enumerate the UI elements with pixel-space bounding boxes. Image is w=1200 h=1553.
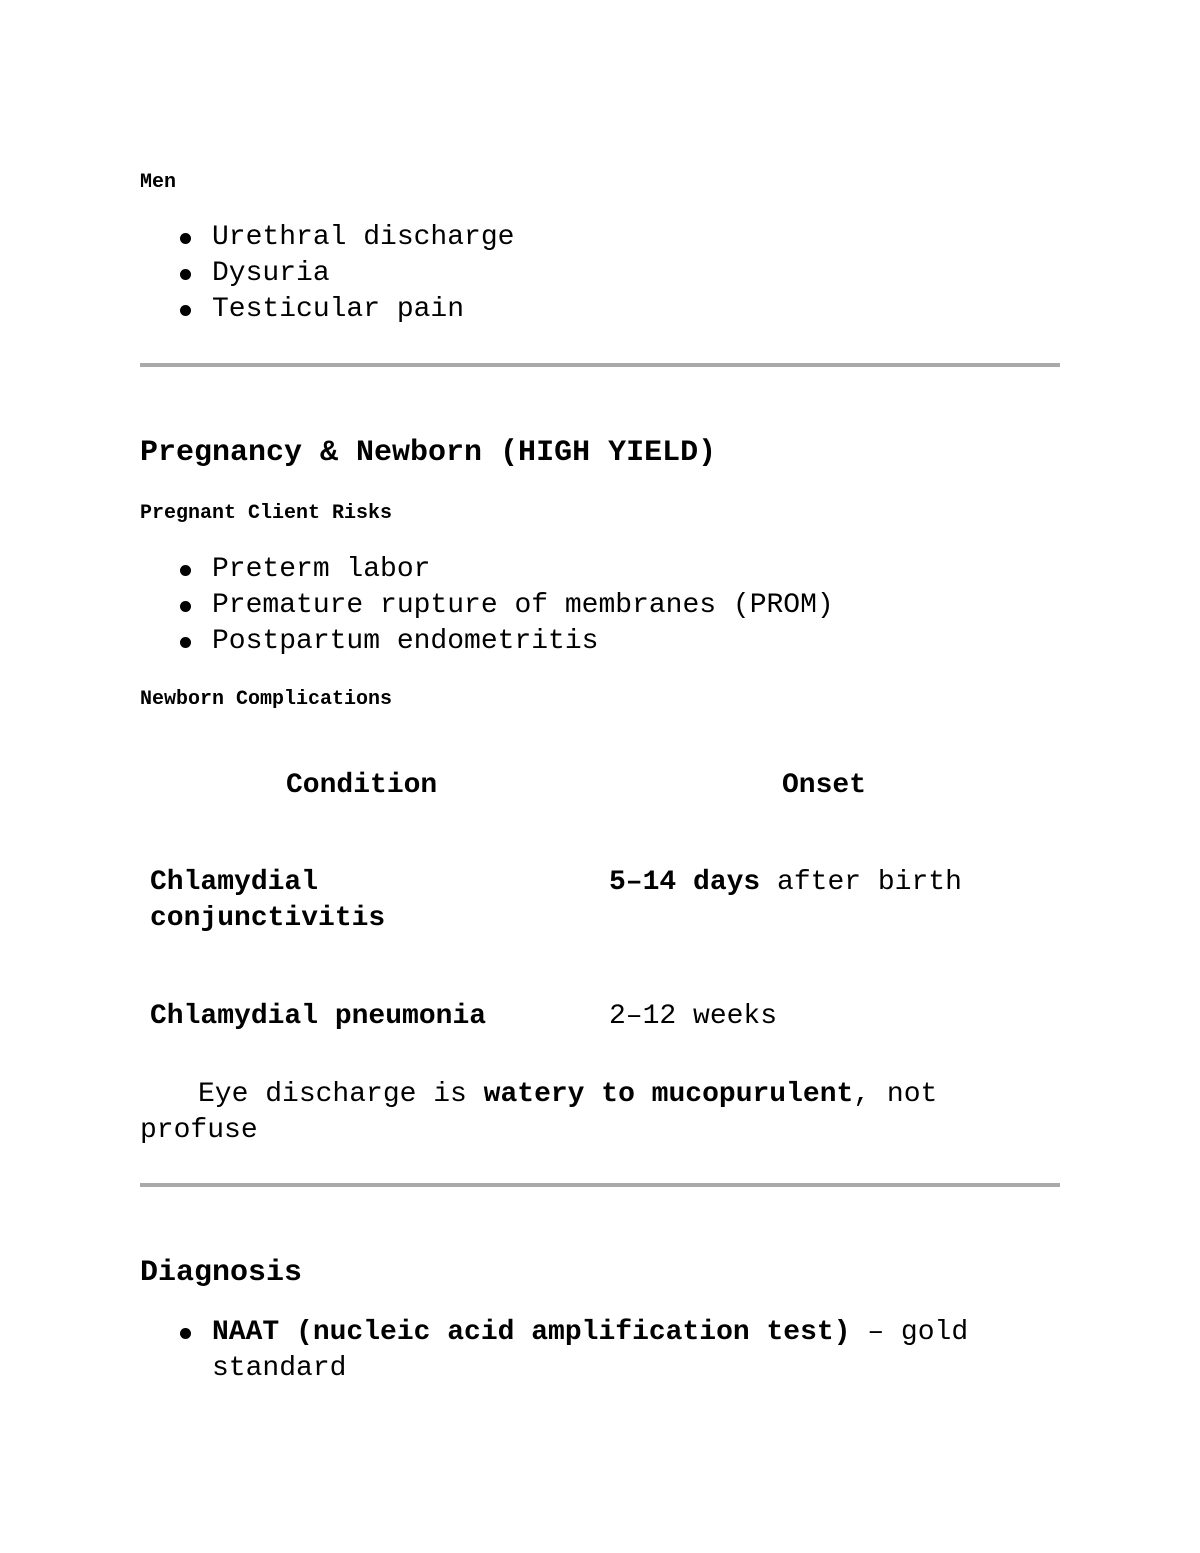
- divider: [140, 363, 1060, 367]
- list-item: Dysuria: [140, 256, 1060, 292]
- diagnosis-title: Diagnosis: [140, 1256, 303, 1290]
- table-header-onset: Onset: [782, 770, 867, 801]
- bullet-icon: [180, 565, 191, 576]
- table-cell-onset: 5–14 days after birth: [609, 867, 962, 898]
- table-header-condition: Condition: [286, 770, 438, 801]
- table-cell-onset: 2–12 weeks: [609, 1001, 778, 1032]
- complications-heading: Newborn Complications: [140, 688, 393, 711]
- table-cell-condition: Chlamydial conjunctivitis: [150, 867, 386, 934]
- list-item: Postpartum endometritis: [140, 624, 1060, 660]
- risks-heading: Pregnant Client Risks: [140, 502, 393, 525]
- eye-discharge-note: Eye discharge is watery to mucopurulent, not profuse: [140, 1079, 938, 1146]
- list-item: NAAT (nucleic acid amplification test) – gold standard: [140, 1315, 1060, 1387]
- bullet-icon: [180, 601, 191, 612]
- divider: [140, 1183, 1060, 1187]
- bullet-icon: [180, 305, 191, 316]
- bullet-icon: [180, 269, 191, 280]
- diagnosis-list: [140, 1315, 1060, 1387]
- pregnancy-title: Pregnancy & Newborn (HIGH YIELD): [140, 436, 717, 470]
- bullet-icon: [180, 1328, 191, 1339]
- list-item: Testicular pain: [140, 292, 1060, 328]
- risks-list: [140, 552, 1060, 660]
- list-item: Premature rupture of membranes (PROM): [140, 588, 1060, 624]
- bullet-icon: [180, 637, 191, 648]
- table-cell-condition: Chlamydial pneumonia: [150, 1001, 487, 1032]
- list-item: Urethral discharge: [140, 220, 1060, 256]
- list-item: Preterm labor: [140, 552, 1060, 588]
- bullet-icon: [180, 233, 191, 244]
- men-heading: Men: [140, 171, 177, 194]
- men-symptom-list: [140, 220, 1060, 328]
